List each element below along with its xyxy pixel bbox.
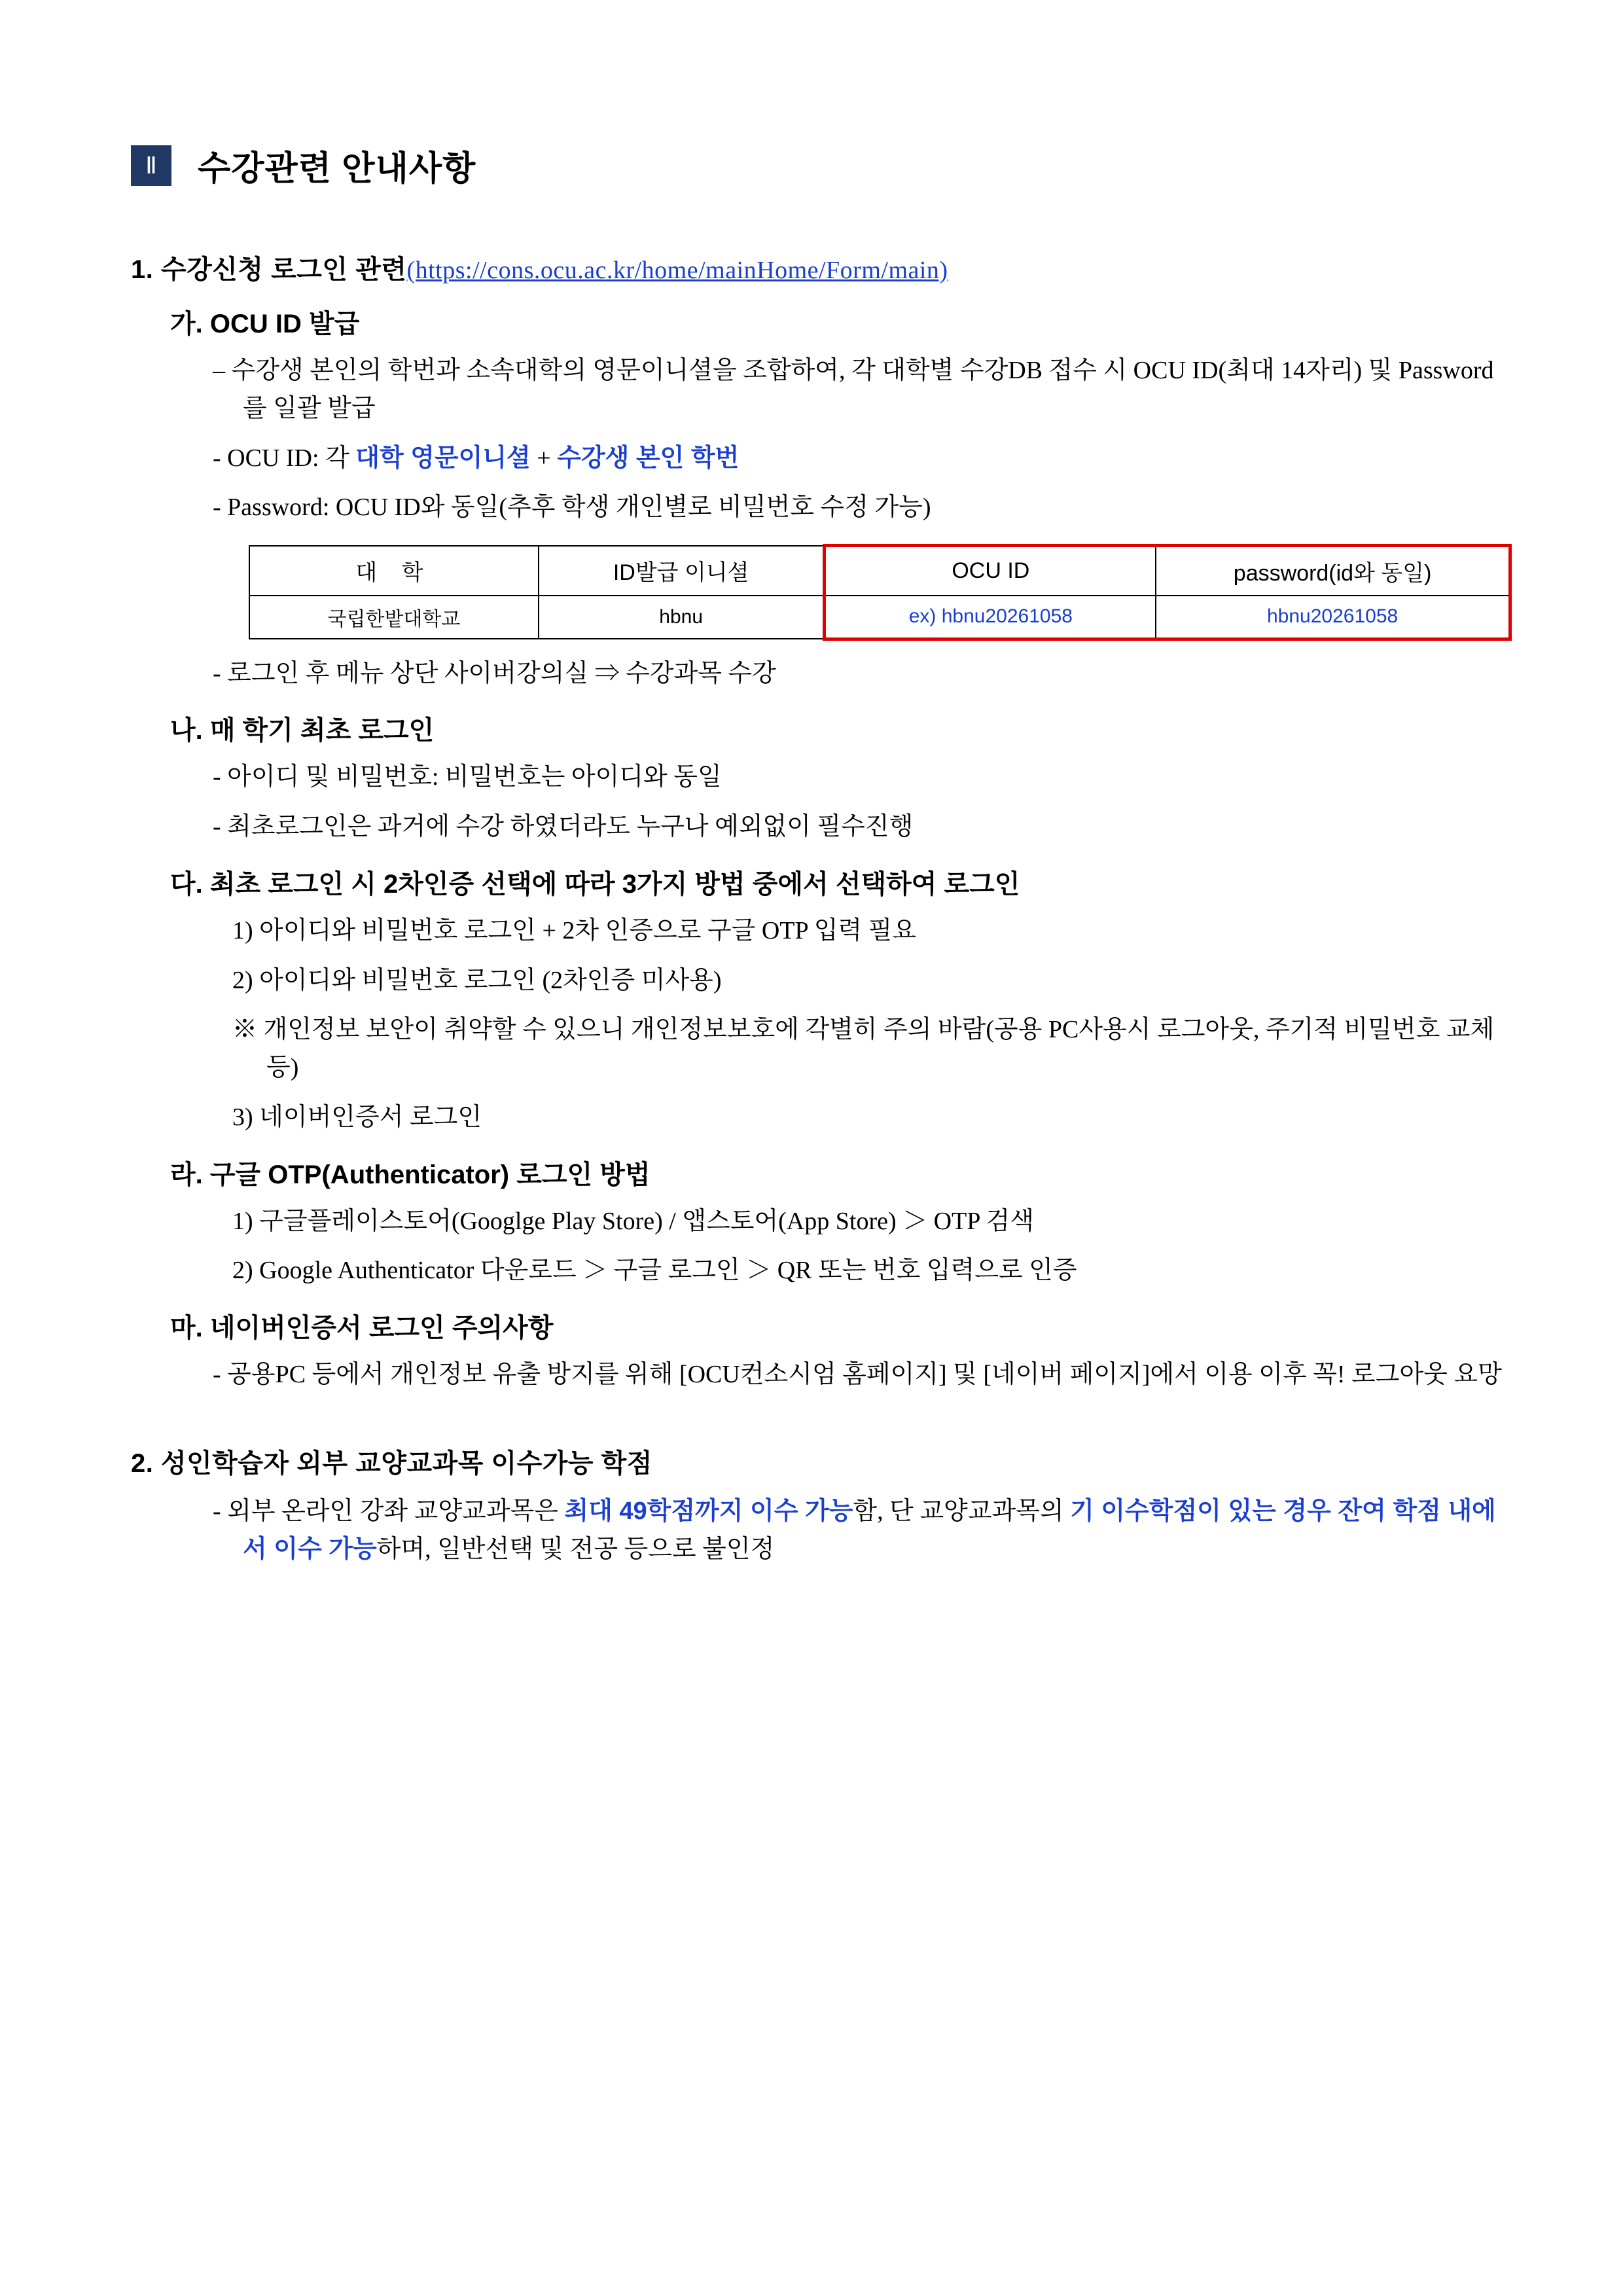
item-na-heading: 나. 매 학기 최초 로그인 — [170, 716, 435, 745]
item-da-note: ※ 개인정보 보안이 취약할 수 있으니 개인정보보호에 각별히 주의 바람(공용 PC사용시 로그아웃, 주기적 비밀번호 교체 등) — [232, 1016, 1495, 1081]
item-ga-detail-1: – 수강생 본인의 학번과 소속대학의 영문이니셜을 조합하여, 각 대학별 수강DB 접수 시 OCU ID(최대 14자리) 및 Password를 일괄 발급 — [213, 357, 1494, 422]
table-header-row — [249, 546, 1510, 596]
cell-university-name: 국립한밭대학교 — [249, 596, 539, 639]
item-ga-detail-2 — [213, 440, 1512, 478]
table-header-initial: ID발급 이니셜 — [539, 546, 825, 596]
cell-password-example: hbnu20261058 — [1156, 596, 1510, 639]
item-da-option-3: 3) 네이버인증서 로그인 — [232, 1103, 482, 1131]
section-number-badge: Ⅱ — [131, 145, 171, 186]
item-ra-heading: 라. 구글 OTP(Authenticator) 로그인 방법 — [170, 1160, 651, 1189]
credit-remaining-highlight: 기 이수학점이 있는 경우 잔여 학점 내에서 이수 가능 — [243, 1497, 1496, 1563]
item-ra-step-1: 1) 구글플레이스토어(Googlge Play Store) / 앱스토어(App Store) ＞ OTP 검색 — [232, 1207, 1034, 1235]
item-ma-heading: 마. 네이버인증서 로그인 주의사항 — [170, 1314, 554, 1342]
item-2-heading: 2. 성인학습자 외부 교양교과목 이수가능 학점 — [131, 1448, 652, 1478]
item-da-option-2: 2) 아이디와 비밀번호 로그인 (2차인증 미사용) — [232, 966, 722, 994]
item-1-heading — [131, 249, 1512, 286]
item-na-detail-2: - 최초로그인은 과거에 수강 하였더라도 누구나 예외없이 필수진행 — [213, 813, 914, 840]
ocu-id-initial-highlight: 대학 영문이니셜 — [355, 444, 531, 472]
table-header-university: 대 학 — [249, 546, 539, 596]
item-2-detail-1 — [213, 1493, 1512, 1569]
ocu-id-studentno-highlight: 수강생 본인 학번 — [557, 444, 740, 472]
ocu-id-prefix: - OCU ID: 각 — [213, 444, 356, 472]
section-title: 수강관련 안내사항 — [198, 150, 476, 188]
table-header-ocu-id: OCU ID — [825, 546, 1156, 596]
ocu-id-table — [249, 544, 1512, 641]
item-ga-detail-3: - Password: OCU ID와 동일(추후 학생 개인별로 비밀번호 수정 가능) — [213, 493, 931, 522]
ocu-id-table-wrapper — [249, 544, 1512, 641]
item-ga-heading: 가. OCU ID 발급 — [170, 310, 360, 338]
credit-text-mid: 함, 단 교양교과목의 — [853, 1497, 1071, 1525]
item-ma-detail-1: - 공용PC 등에서 개인정보 유출 방지를 위해 [OCU컨소시엄 홈페이지] 및 [네이버 페이지]에서 이용 이후 꼭! 로그아웃 요망 — [213, 1361, 1502, 1388]
spacer — [131, 1401, 1512, 1423]
item-da-heading: 다. 최초 로그인 시 2차인증 선택에 따라 3가지 방법 중에서 선택하여 로그인 — [170, 869, 1020, 899]
credit-text-prefix: - 외부 온라인 강좌 교양교과목은 — [213, 1497, 565, 1525]
section-heading — [131, 141, 1512, 190]
ocu-login-link[interactable]: (https://cons.ocu.ac.kr/home/mainHome/Form/main) — [406, 257, 948, 284]
credit-max-highlight: 최대 49학점까지 이수 가능 — [564, 1497, 853, 1525]
table-header-password: password(id와 동일) — [1156, 546, 1510, 596]
item-ra-step-2: 2) Google Authenticator 다운로드 ＞ 구글 로그인 ＞ QR 또는 번호 입력으로 인증 — [232, 1257, 1077, 1285]
item-na-detail-1: - 아이디 및 비밀번호: 비밀번호는 아이디와 동일 — [213, 763, 722, 791]
cell-ocu-id-example: ex) hbnu20261058 — [825, 596, 1156, 639]
ocu-id-plus: + — [530, 444, 558, 472]
document-content — [131, 141, 1512, 1575]
cell-initial: hbnu — [539, 596, 825, 639]
item-ga-detail-4: - 로그인 후 메뉴 상단 사이버강의실 ⇒ 수강과목 수강 — [213, 659, 776, 687]
table-row — [249, 596, 1510, 639]
item-1-label: 1. 수강신청 로그인 관련 — [131, 255, 407, 284]
credit-text-post: 하며, 일반선택 및 전공 등으로 불인정 — [376, 1535, 775, 1563]
item-da-option-1: 1) 아이디와 비밀번호 로그인 + 2차 인증으로 구글 OTP 입력 필요 — [232, 916, 917, 944]
